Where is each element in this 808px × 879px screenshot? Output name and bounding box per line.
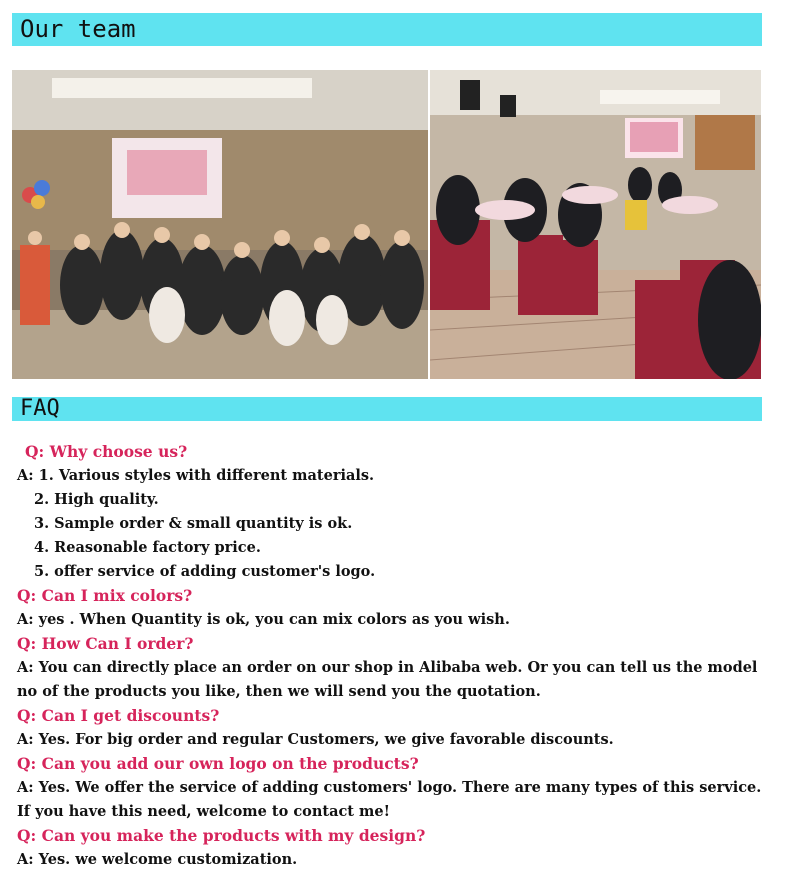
faq-answer-line: 5. offer service of adding customer's logo.: [34, 563, 376, 580]
faq-answer-line: 3. Sample order & small quantity is ok.: [34, 515, 353, 532]
faq-title: FAQ: [20, 396, 60, 421]
our-team-banner: [12, 13, 762, 46]
faq-answer-line: A: 1. Various styles with different materials.: [17, 467, 375, 484]
faq-question: Q: Can you make the products with my design?: [17, 826, 426, 845]
faq-answer: A: Yes. we welcome customization.: [17, 851, 298, 868]
faq-answer-line: 4. Reasonable factory price.: [34, 539, 261, 556]
faq-list: [17, 440, 777, 872]
faq-answer: A: Yes. For big order and regular Customers, we give favorable discounts.: [17, 731, 614, 748]
team-group-photo: [12, 70, 428, 379]
faq-question: Q: Can you add our own logo on the products?: [17, 754, 419, 773]
faq-answer: A: yes . When Quantity is ok, you can mix colors as you wish.: [17, 611, 510, 628]
faq-answer-line: 2. High quality.: [34, 491, 159, 508]
banquet-hall-photo: [430, 70, 761, 379]
faq-banner: [12, 397, 762, 421]
faq-answer: A: Yes. We offer the service of adding customers' logo. There are many types of this service. If you have this need, welcome to contact me!: [17, 779, 762, 820]
faq-question: Q: Why choose us?: [25, 442, 188, 461]
our-team-title: Our team: [20, 15, 136, 43]
faq-question: Q: Can I get discounts?: [17, 706, 220, 725]
faq-answer: A: You can directly place an order on our shop in Alibaba web. Or you can tell us the model no of the products you like, then we will send you the quotation.: [17, 659, 758, 700]
faq-question: Q: How Can I order?: [17, 634, 194, 653]
faq-question: Q: Can I mix colors?: [17, 586, 193, 605]
